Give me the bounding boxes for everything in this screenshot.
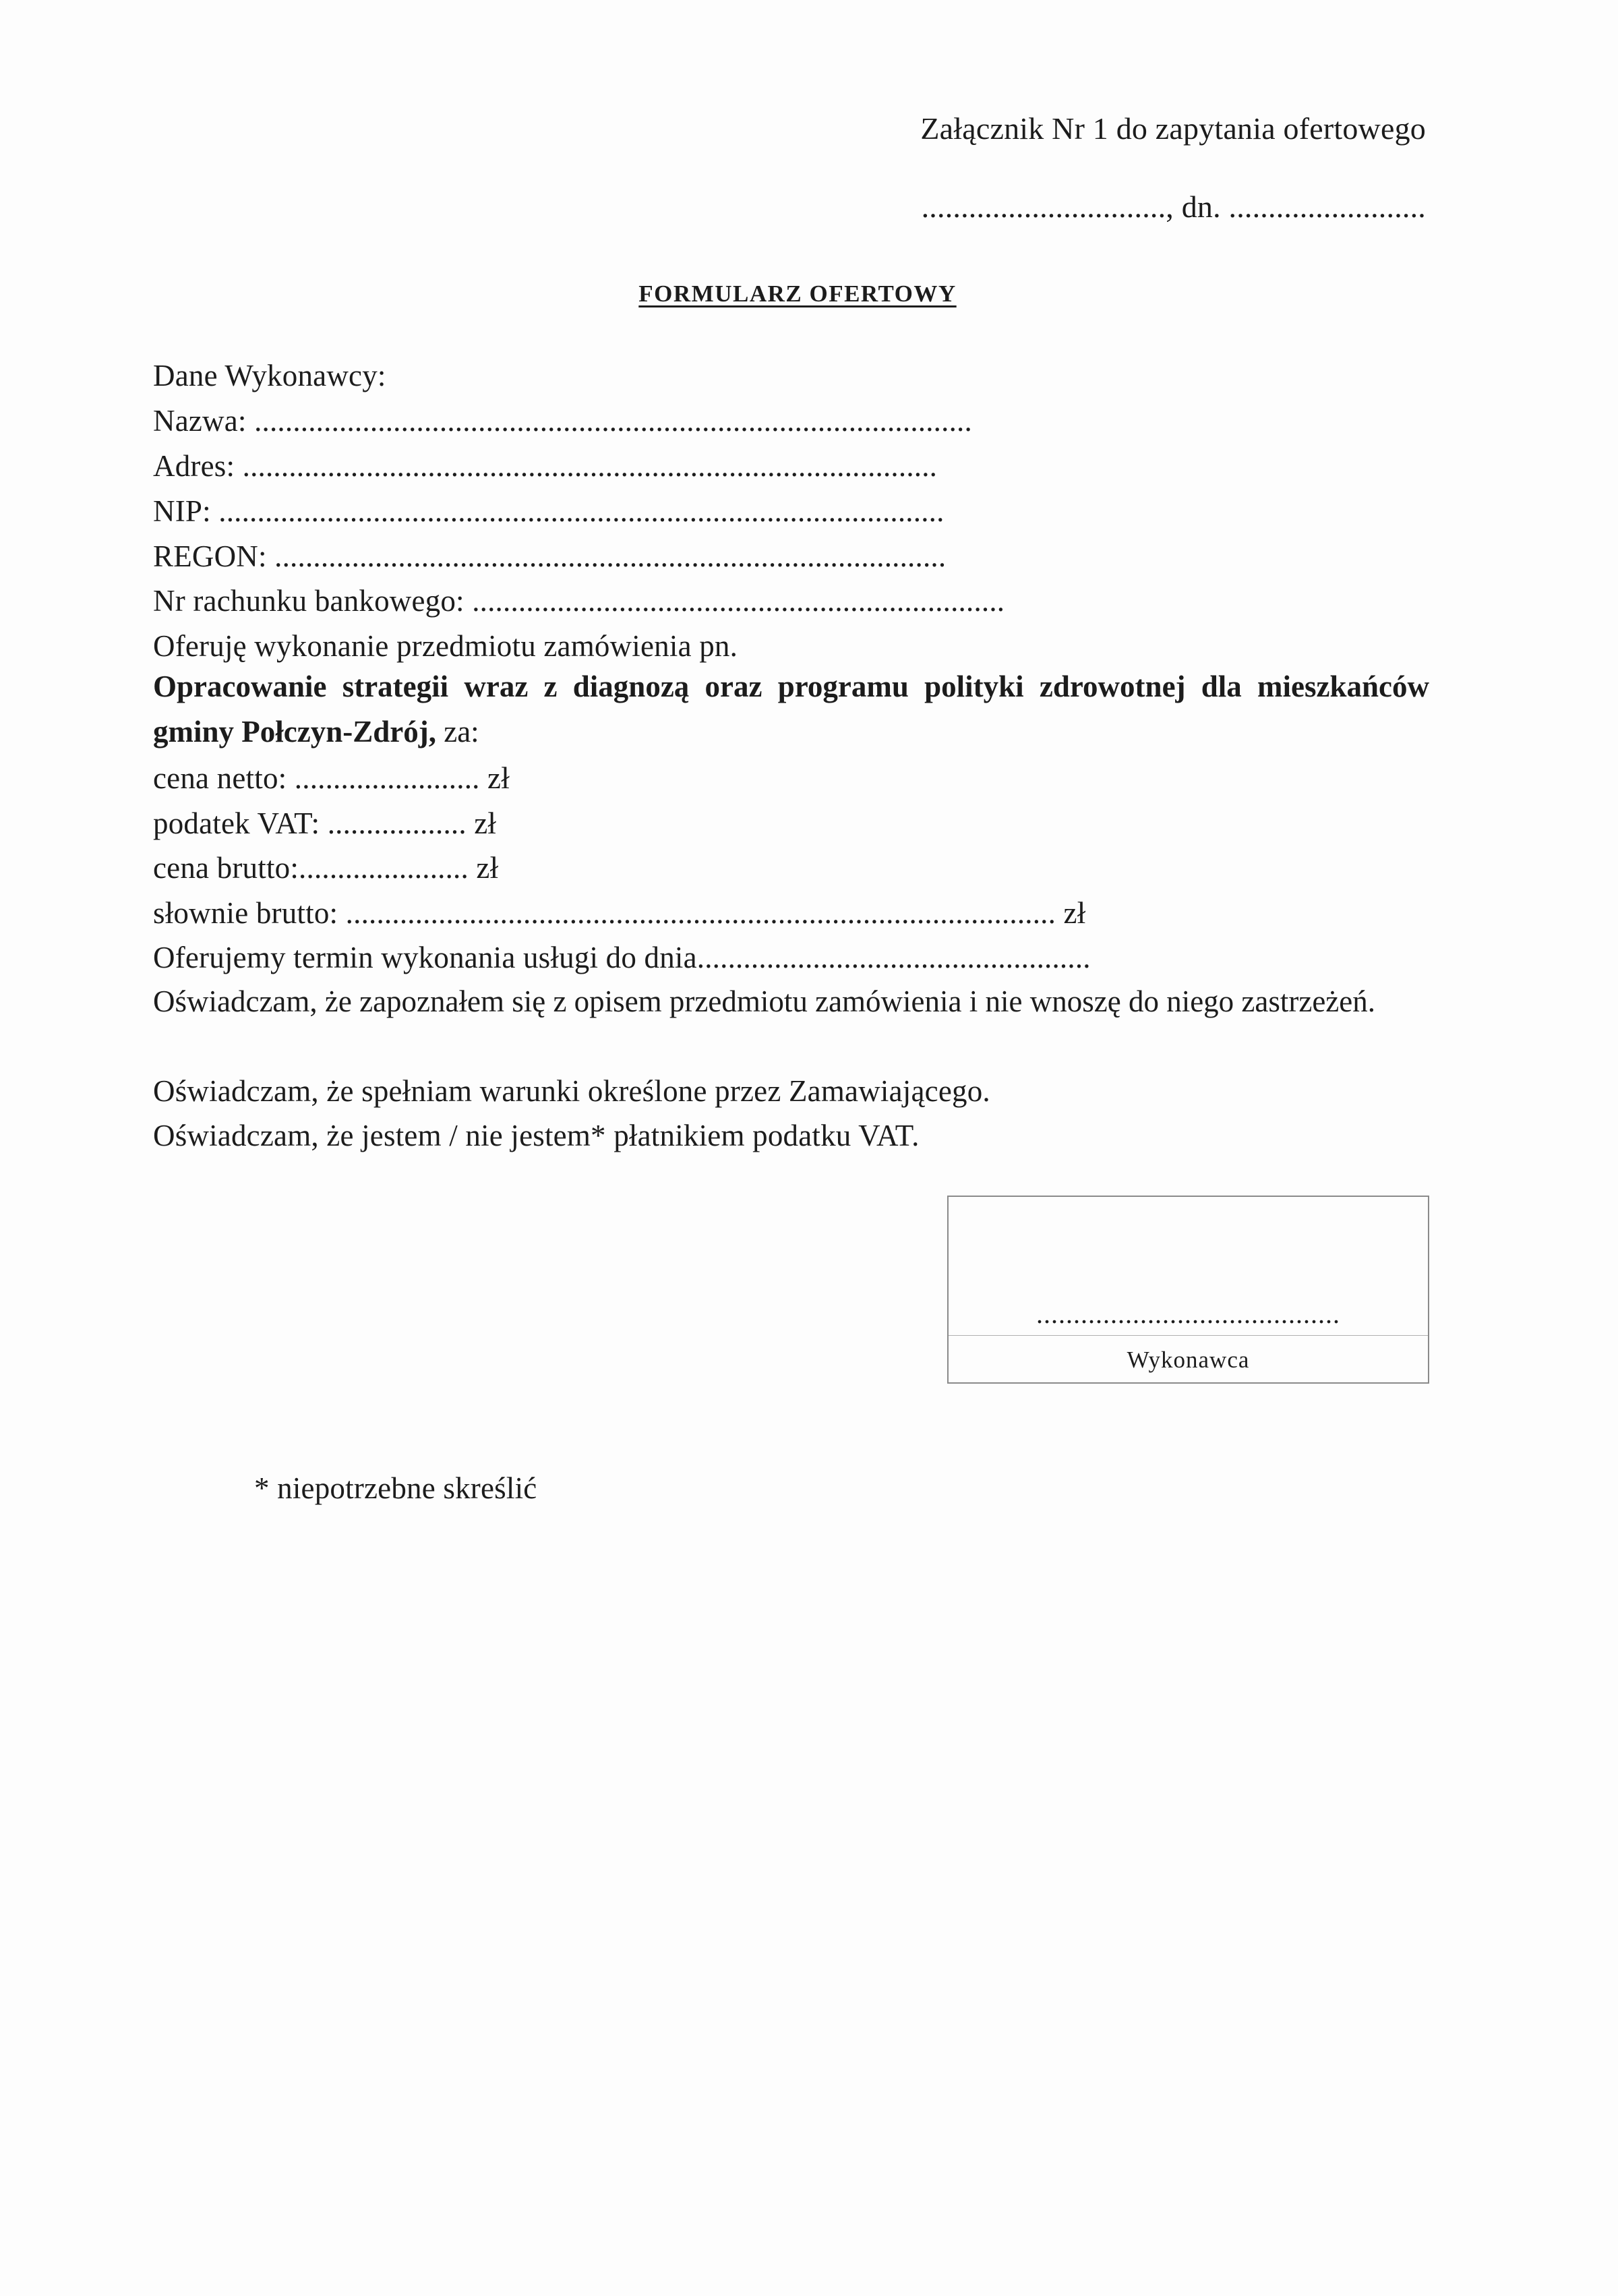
statement-conditions: Oświadczam, że spełniam warunki określone przez Zamawiającego.	[153, 1074, 990, 1108]
gross-price-field: cena brutto:...................... zł	[153, 851, 499, 885]
order-subject-tail: za:	[436, 715, 479, 748]
form-title: FORMULARZ OFERTOWY	[638, 281, 957, 307]
signature-label: Wykonawca	[1127, 1347, 1250, 1373]
statement-description: Oświadczam, że zapoznałem się z opisem przedmiotu zamówienia i nie wnoszę do niego zastrzeżeń.	[153, 984, 1376, 1018]
statement-vat: Oświadczam, że jestem / nie jestem* płatnikiem podatku VAT.	[153, 1119, 920, 1152]
net-price-field: cena netto: ........................ zł	[153, 761, 510, 795]
footnote: * niepotrzebne skreślić	[254, 1471, 537, 1505]
signature-box	[947, 1196, 1429, 1384]
gross-words-field: słownie brutto: ............................................................................................ zł	[153, 896, 1086, 930]
offer-intro: Oferuję wykonanie przedmiotu zamówienia pn.	[153, 629, 738, 663]
bank-account-field: Nr rachunku bankowego: .....................................................................	[153, 584, 1005, 618]
vat-field: podatek VAT: .................. zł	[153, 806, 497, 840]
order-subject	[153, 664, 1429, 755]
nip-field: NIP: ..............................................................................................	[153, 494, 945, 528]
contractor-heading: Dane Wykonawcy:	[153, 359, 386, 392]
attachment-label: Załącznik Nr 1 do zapytania ofertowego	[920, 111, 1426, 146]
signature-line: .........................................	[1036, 1299, 1340, 1329]
place-date-line: ..............................., dn. .........................	[921, 189, 1426, 224]
name-field: Nazwa: .............................................................................................	[153, 404, 972, 438]
order-subject-title: Opracowanie strategii wraz z diagnozą oraz programu polityki zdrowotnej dla mieszkańców gminy Połczyn-Zdrój,	[153, 670, 1429, 748]
signature-divider	[949, 1335, 1428, 1336]
regon-field: REGON: .......................................................................................	[153, 539, 947, 573]
address-field: Adres: ..........................................................................................	[153, 449, 938, 483]
deadline-field: Oferujemy termin wykonania usługi do dnia...................................................	[153, 941, 1091, 974]
